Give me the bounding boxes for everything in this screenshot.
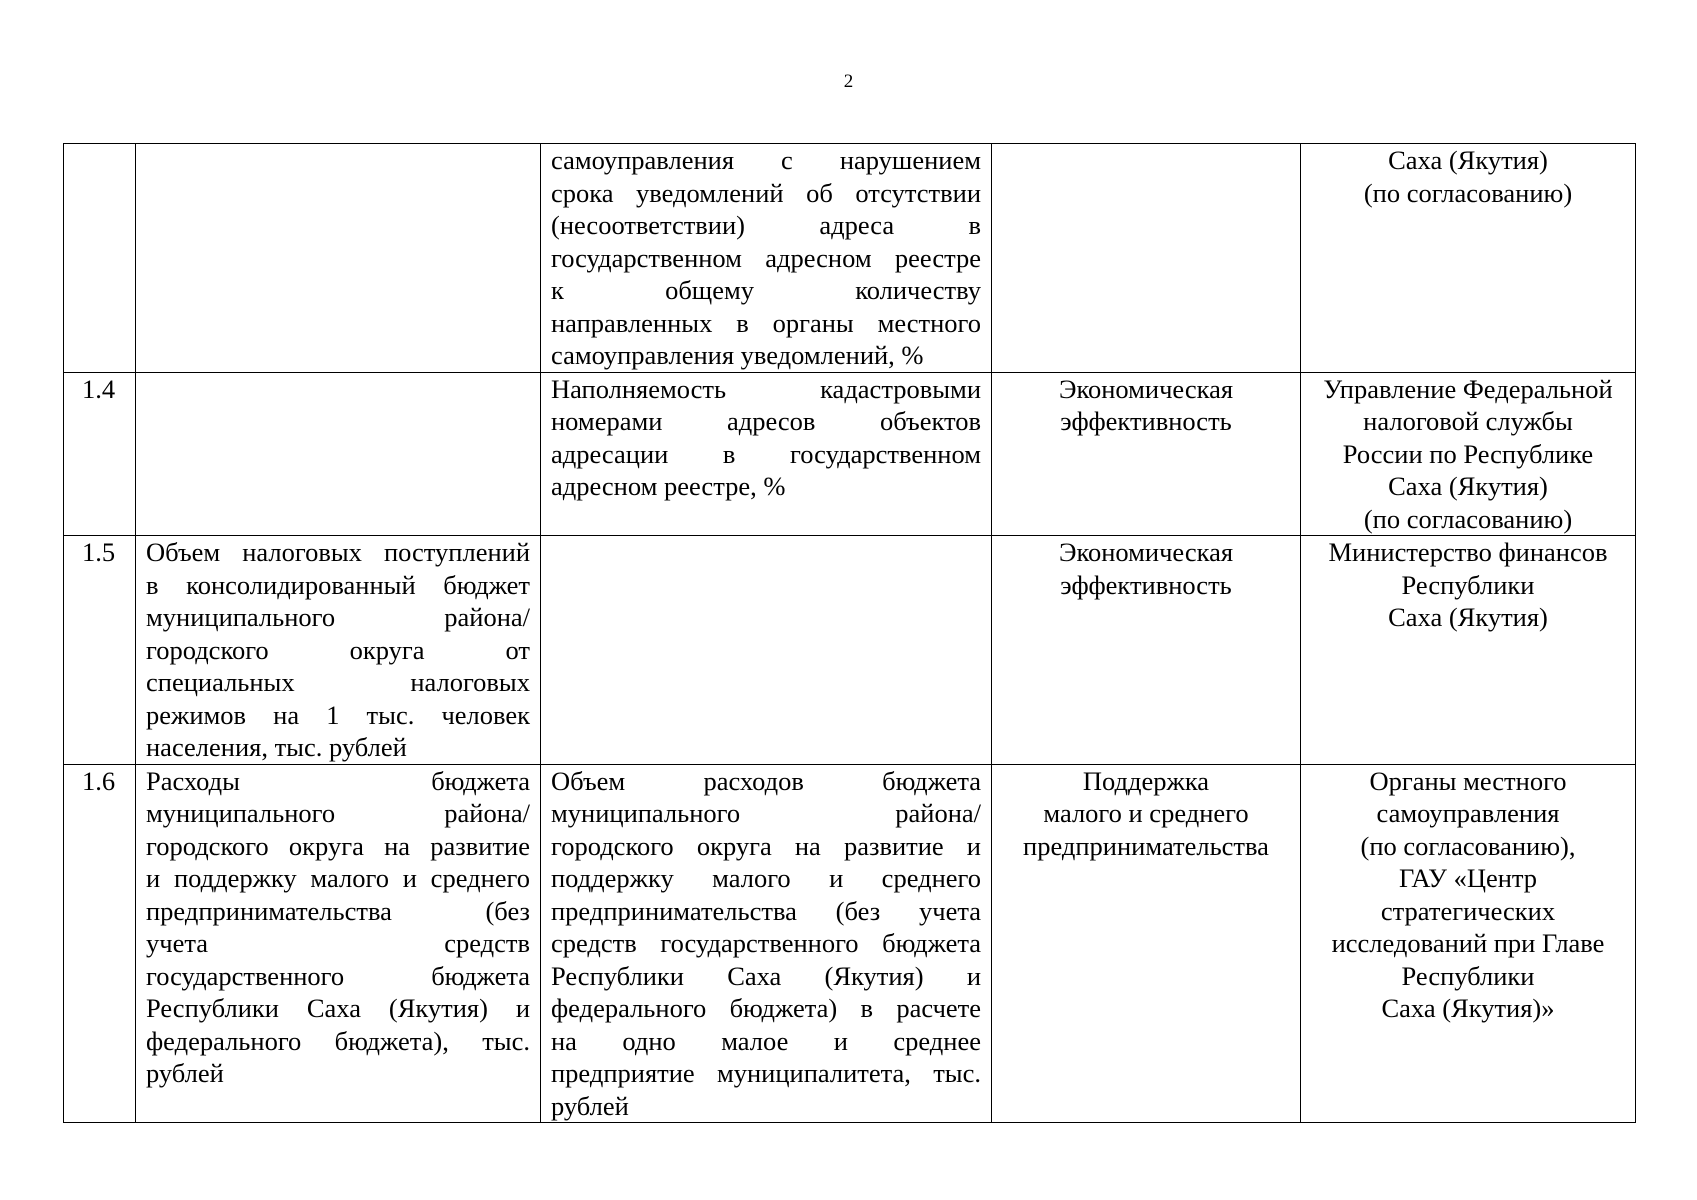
indicator-cell	[136, 536, 541, 765]
table-row	[64, 536, 1636, 765]
sub-indicator-cell-line: к общему количеству	[551, 275, 981, 305]
responsible-cell-line: (по согласованию),	[1360, 830, 1576, 861]
responsible-cell-line: Саха (Якутия)	[1388, 602, 1548, 632]
direction-cell-line: малого и среднего	[1043, 798, 1249, 828]
row-number: 1.4	[64, 372, 136, 536]
indicator-cell-line: муниципального района/	[146, 602, 530, 632]
indicator-cell-line: и поддержку малого и среднего	[146, 863, 530, 893]
sub-indicator-cell-line: муниципального района/	[551, 798, 981, 828]
sub-indicator-cell-line: Объем расходов бюджета	[551, 765, 981, 796]
sub-indicator-cell-line: адресном реестре, %	[551, 471, 786, 501]
sub-indicator-cell-line: самоуправления уведомлений, %	[551, 340, 924, 370]
indicator-cell-line: в консолидированный бюджет	[146, 569, 530, 600]
direction-cell-line: Экономическая	[1058, 373, 1234, 404]
direction-cell-line: Экономическая	[1058, 537, 1234, 567]
row-number: 1.6	[64, 764, 136, 1123]
responsible-cell-line: Республики	[1401, 960, 1535, 991]
table-row	[64, 372, 1636, 536]
row-number: 1.5	[64, 536, 136, 765]
sub-indicator-cell	[541, 372, 992, 536]
responsible-cell	[1301, 372, 1636, 536]
sub-indicator-cell-line: рублей	[551, 1090, 629, 1121]
sub-indicator-cell-line: направленных в органы местного	[551, 307, 981, 338]
indicator-cell-line: Объем налоговых поступлений	[146, 537, 530, 567]
direction-cell	[992, 372, 1301, 536]
responsible-cell-line: Управление Федеральной	[1323, 373, 1613, 404]
direction-cell	[992, 536, 1301, 765]
sub-indicator-cell	[541, 764, 992, 1123]
sub-indicator-cell-line: Республики Саха (Якутия) и	[551, 960, 981, 991]
sub-indicator-cell	[541, 144, 992, 373]
sub-indicator-cell-line: (несоответствии) адреса в	[551, 210, 981, 240]
indicator-cell-line: государственного бюджета	[146, 960, 530, 991]
indicator-cell-line: городского округа на развитие	[146, 830, 530, 861]
responsible-cell-line: ГАУ «Центр	[1398, 863, 1538, 893]
indicator-cell-line: федерального бюджета), тыс.	[146, 1025, 530, 1056]
row-number	[64, 144, 136, 373]
indicator-cell-line: рублей	[146, 1058, 224, 1088]
direction-cell	[992, 144, 1301, 373]
sub-indicator-cell-line: Наполняемость кадастровыми	[551, 373, 981, 404]
indicator-cell-line: Расходы бюджета	[146, 765, 530, 796]
sub-indicator-cell-line: предпринимательства (без учета	[551, 895, 981, 926]
indicators-table	[63, 143, 1636, 1123]
sub-indicator-cell	[541, 536, 992, 765]
indicator-cell-line: режимов на 1 тыс. человек	[146, 699, 530, 730]
table-row	[64, 144, 1636, 373]
responsible-cell-line: Республики	[1401, 569, 1535, 600]
responsible-cell-line: Министерство финансов	[1328, 537, 1608, 567]
sub-indicator-cell-line: государственном адресном реестре	[551, 242, 981, 273]
indicator-cell-line: Республики Саха (Якутия) и	[146, 993, 530, 1023]
direction-cell-line: Поддержка	[1082, 765, 1210, 796]
indicator-cell-line: учета средств	[146, 928, 530, 958]
indicator-cell-line: городского округа от	[146, 634, 530, 665]
sub-indicator-cell-line: самоуправления с нарушением	[551, 145, 981, 175]
responsible-cell-line: Саха (Якутия)	[1388, 471, 1548, 501]
direction-cell-line: эффективность	[1060, 406, 1232, 436]
sub-indicator-cell-line: срока уведомлений об отсутствии	[551, 177, 981, 208]
responsible-cell-line: (по согласованию)	[1363, 503, 1573, 534]
sub-indicator-cell-line: федерального бюджета) в расчете	[551, 993, 981, 1023]
sub-indicator-cell-line: адресации в государственном	[551, 438, 981, 469]
indicator-cell-line: муниципального района/	[146, 798, 530, 828]
sub-indicator-cell-line: номерами адресов объектов	[551, 406, 981, 436]
direction-cell-line: предпринимательства	[1023, 830, 1269, 861]
direction-cell-line: эффективность	[1060, 569, 1232, 600]
responsible-cell-line: самоуправления	[1376, 798, 1560, 828]
indicator-cell-line: населения, тыс. рублей	[146, 732, 407, 762]
responsible-cell-line: (по согласованию)	[1363, 177, 1573, 208]
responsible-cell	[1301, 536, 1636, 765]
responsible-cell	[1301, 144, 1636, 373]
responsible-cell-line: исследований при Главе	[1331, 928, 1605, 958]
indicator-cell	[136, 372, 541, 536]
responsible-cell-line: Саха (Якутия)	[1388, 145, 1548, 175]
sub-indicator-cell-line: поддержку малого и среднего	[551, 863, 981, 893]
page-number: 2	[843, 71, 854, 92]
direction-cell	[992, 764, 1301, 1123]
responsible-cell-line: налоговой службы	[1363, 406, 1573, 436]
table-body	[64, 144, 1636, 1123]
responsible-cell-line: России по Республике	[1342, 438, 1594, 469]
sub-indicator-cell-line: средств государственного бюджета	[551, 928, 981, 958]
responsible-cell-line: Органы местного	[1369, 765, 1567, 796]
responsible-cell-line: Саха (Якутия)»	[1381, 993, 1555, 1023]
indicator-cell	[136, 144, 541, 373]
sub-indicator-cell-line: предприятие муниципалитета, тыс.	[551, 1058, 981, 1088]
sub-indicator-cell-line: на одно малое и среднее	[551, 1025, 981, 1056]
table-row	[64, 764, 1636, 1123]
indicator-cell-line: предпринимательства (без	[146, 895, 530, 926]
responsible-cell	[1301, 764, 1636, 1123]
sub-indicator-cell-line: городского округа на развитие и	[551, 830, 981, 861]
responsible-cell-line: стратегических	[1380, 895, 1556, 926]
indicator-cell	[136, 764, 541, 1123]
indicator-cell-line: специальных налоговых	[146, 667, 530, 697]
